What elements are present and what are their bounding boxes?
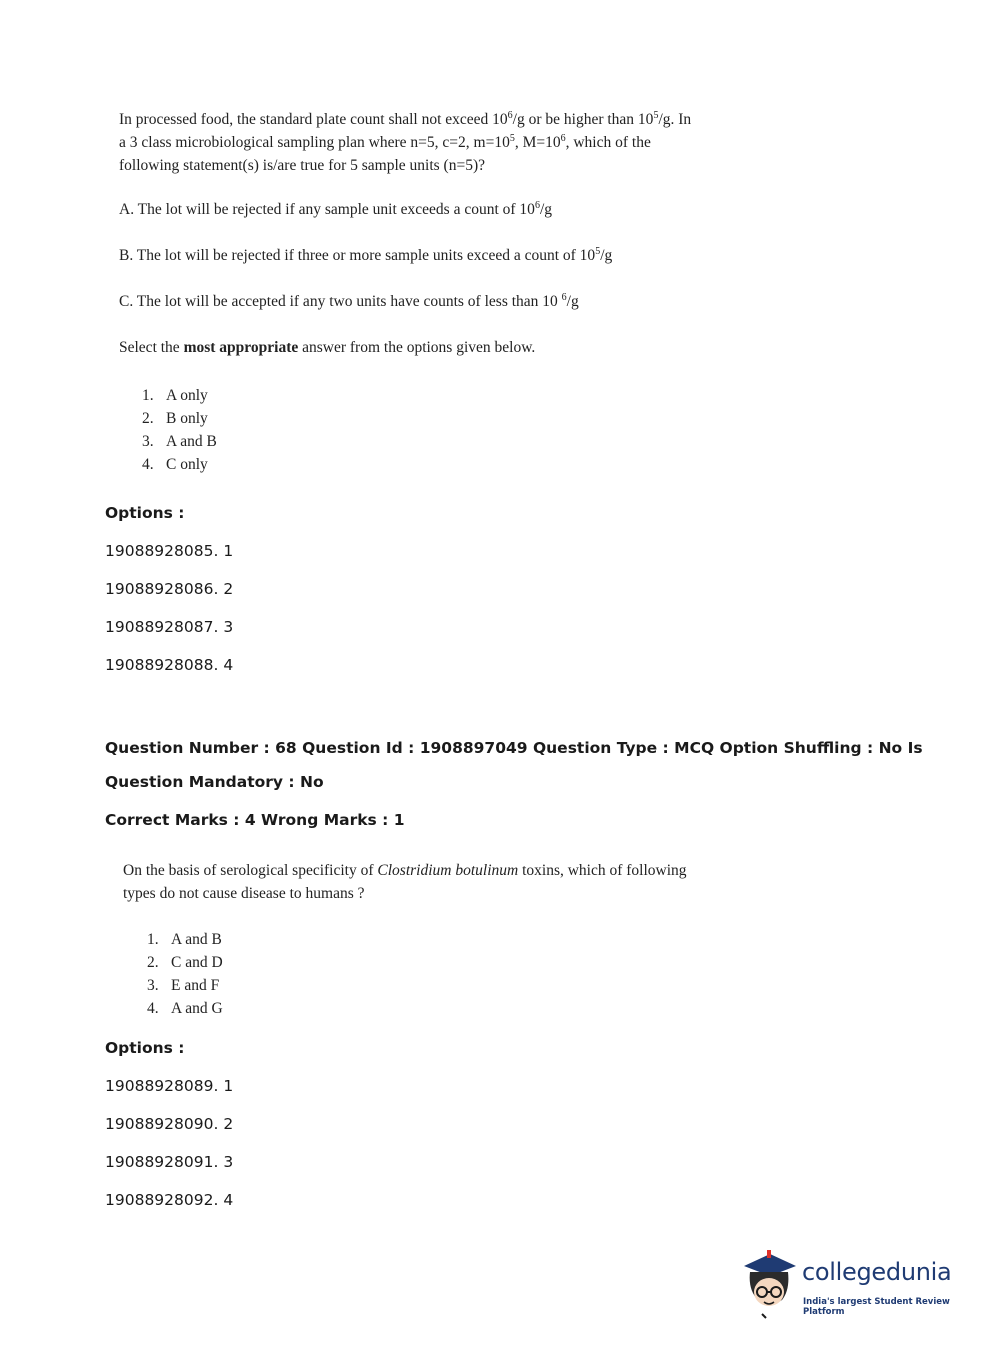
question-1-stem bbox=[119, 108, 719, 177]
option-row: 19088928085. 1 bbox=[105, 542, 234, 560]
mascot-icon bbox=[740, 1250, 800, 1320]
option-row: 19088928088. 4 bbox=[105, 656, 234, 674]
list-item: 1. A only bbox=[142, 387, 208, 404]
stem-line: On the basis of serological specificity of Clostridium botulinum toxins, which of following bbox=[123, 862, 687, 879]
option-row: 19088928089. 1 bbox=[105, 1077, 234, 1095]
collegedunia-logo bbox=[740, 1250, 970, 1320]
statement-b: B. The lot will be rejected if three or more sample units exceed a count of $10^5/g$ bbox=[119, 245, 613, 264]
list-item: 2. C and D bbox=[147, 954, 223, 971]
option-row: 19088928087. 3 bbox=[105, 618, 234, 636]
list-item: 1. A and B bbox=[147, 931, 222, 948]
question-meta-line: Question Number : 68 Question Id : 1908897049 Question Type : MCQ Option Shuffling : No Is bbox=[105, 739, 923, 757]
question-1-choices bbox=[142, 384, 217, 476]
stem-line: In processed food, the standard plate count shall not exceed $10^6/g$ or be higher than $10^5/g$. In bbox=[119, 109, 692, 128]
list-item: 3. A and B bbox=[142, 433, 217, 450]
question-mandatory-line: Question Mandatory : No bbox=[105, 773, 324, 791]
stem-line: following statement(s) is/are true for 5 sample units (n=5)? bbox=[119, 157, 486, 174]
option-row: 19088928086. 2 bbox=[105, 580, 234, 598]
statement-c: C. The lot will be accepted if any two units have counts of less than 10 $^6$/g bbox=[119, 291, 579, 310]
select-instruction: Select the most appropriate answer from the options given below. bbox=[119, 339, 536, 356]
list-item: 4. A and G bbox=[147, 1000, 223, 1017]
logo-tagline: India's largest Student Review Platform bbox=[803, 1297, 950, 1317]
options-heading: Options : bbox=[105, 504, 185, 522]
list-item: 4. C only bbox=[142, 456, 208, 473]
stem-line: types do not cause disease to humans ? bbox=[123, 885, 365, 902]
stem-line: a 3 class microbiological sampling plan where n=5, c=2, $m=10^5$, $M=10^6$, which of the bbox=[119, 132, 651, 151]
question-2-choices bbox=[147, 928, 223, 1020]
option-row: 19088928092. 4 bbox=[105, 1191, 234, 1209]
option-row: 19088928091. 3 bbox=[105, 1153, 234, 1171]
question-2-stem bbox=[123, 859, 743, 905]
list-item: 2. B only bbox=[142, 410, 208, 427]
options-heading: Options : bbox=[105, 1039, 185, 1057]
logo-wordmark: collegedunia bbox=[802, 1258, 952, 1286]
marks-line: Correct Marks : 4 Wrong Marks : 1 bbox=[105, 811, 405, 829]
option-row: 19088928090. 2 bbox=[105, 1115, 234, 1133]
statement-a: A. The lot will be rejected if any sample unit exceeds a count of $10^6/g$ bbox=[119, 199, 552, 218]
list-item: 3. E and F bbox=[147, 977, 220, 994]
